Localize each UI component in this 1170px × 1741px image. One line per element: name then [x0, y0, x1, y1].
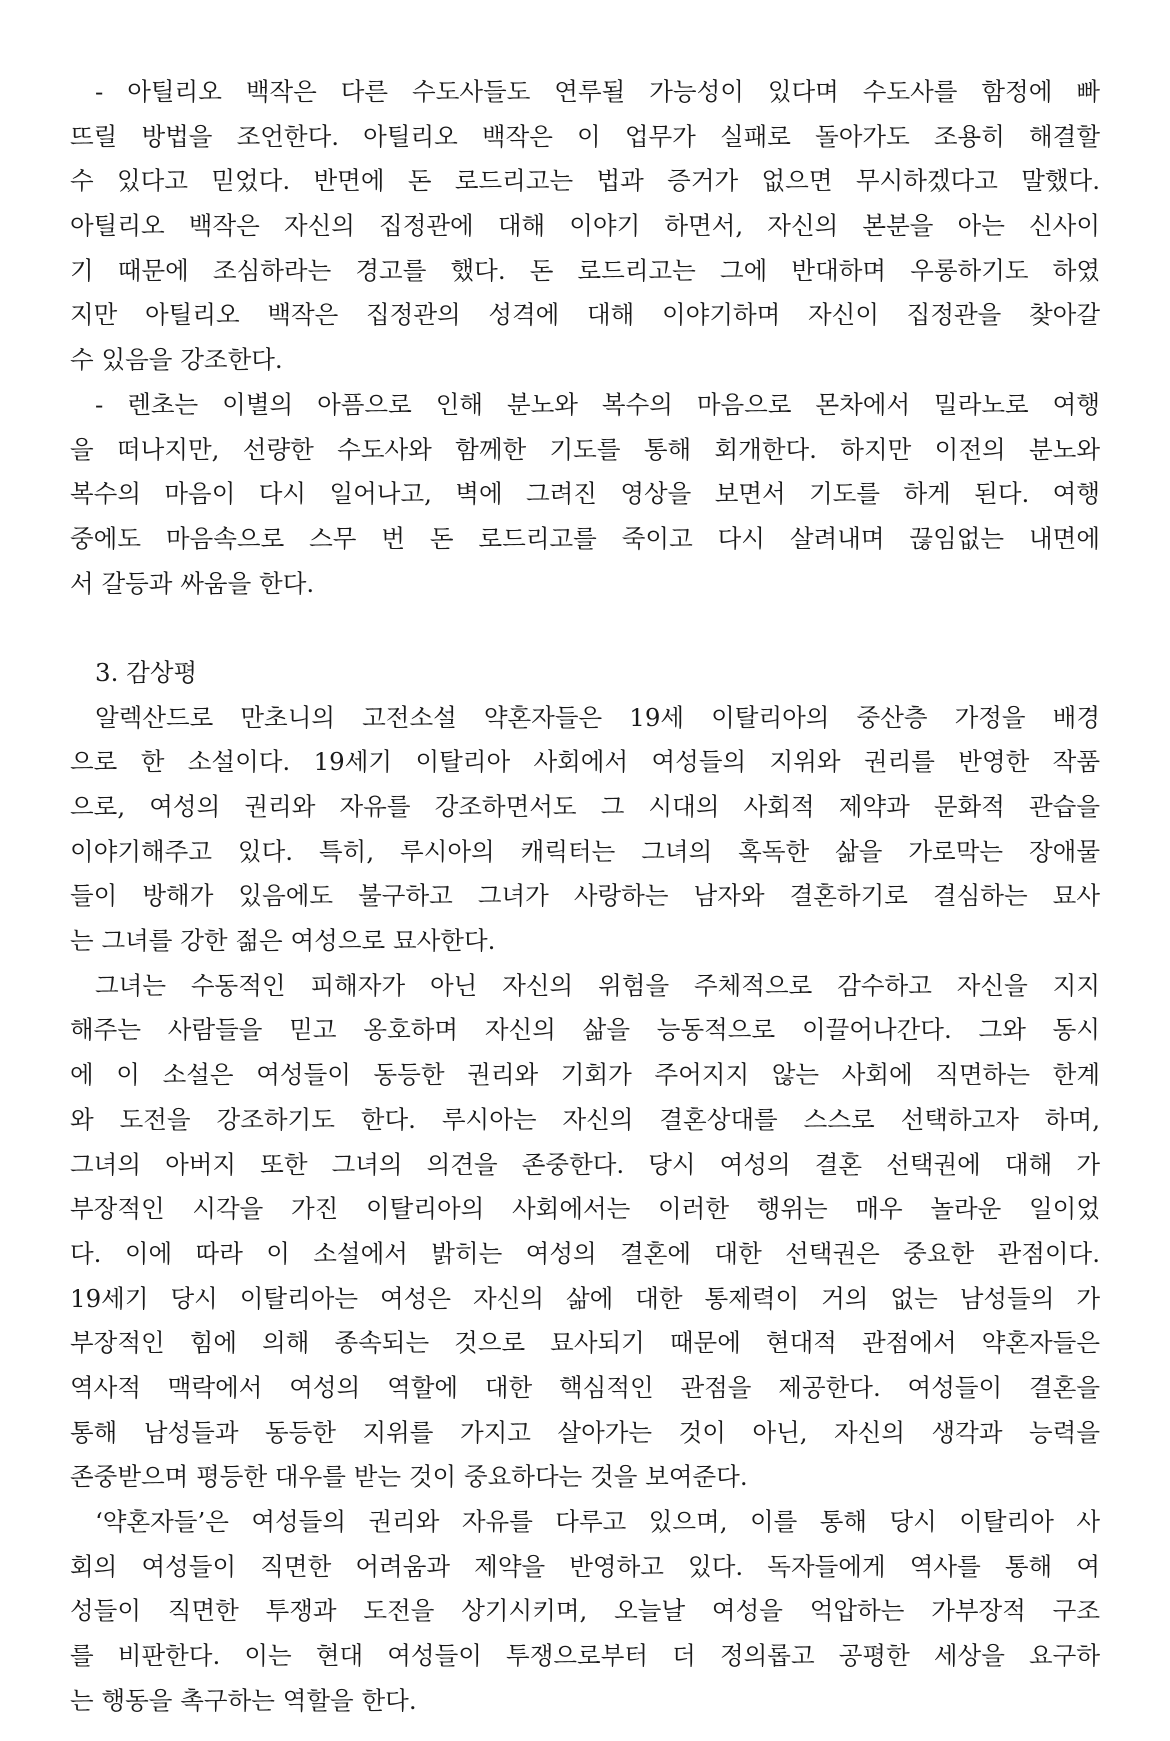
text-line: 역사적 맥락에서 여성의 역할에 대한 핵심적인 관점을 제공한다. 여성들이 결혼을 [70, 1372, 1100, 1402]
text-line: 는 그녀를 강한 젊은 여성으로 묘사한다. [70, 926, 496, 956]
text-line: - 아틸리오 백작은 다른 수도사들도 연루될 가능성이 있다며 수도사를 함정에 빠 [95, 77, 1100, 106]
text-line: 다. 이에 따라 이 소설에서 밝히는 여성의 결혼에 대한 선택권은 중요한 관점이다. [70, 1238, 1100, 1268]
text-line: 을 떠나지만, 선량한 수도사와 함께한 기도를 통해 회개한다. 하지만 이전의 분노와 [70, 434, 1100, 464]
text-line: 알렉산드로 만초니의 고전소설 약혼자들은 19세 이탈리아의 중산층 가정을 배경 [95, 702, 1100, 732]
text-line: 수 있다고 믿었다. 반면에 돈 로드리고는 법과 증거가 없으면 무시하겠다고 말했다. [70, 166, 1100, 196]
text-line: 중에도 마음속으로 스무 번 돈 로드리고를 죽이고 다시 살려내며 끊임없는 내면에 [70, 523, 1100, 553]
text-line: 서 갈등과 싸움을 한다. [70, 568, 315, 598]
text-line: 는 행동을 촉구하는 역할을 한다. [70, 1685, 417, 1715]
text-line: 통해 남성들과 동등한 지위를 가지고 살아가는 것이 아닌, 자신의 생각과 능력을 [70, 1417, 1100, 1447]
text-line: 존중받으며 평등한 대우를 받는 것이 중요하다는 것을 보여준다. [70, 1462, 748, 1492]
text-line: 복수의 마음이 다시 일어나고, 벽에 그려진 영상을 보면서 기도를 하게 된다. 여행 [70, 479, 1100, 509]
paragraph-renzo [70, 383, 1100, 606]
text-line: 19세기 당시 이탈리아는 여성은 자신의 삶에 대한 통제력이 거의 없는 남성들의 가 [70, 1283, 1100, 1313]
paragraph-review-intro [70, 696, 1100, 964]
text-line: 부장적인 힘에 의해 종속되는 것으로 묘사되기 때문에 현대적 관점에서 약혼자들은 [70, 1328, 1100, 1358]
text-line: 뜨릴 방법을 조언한다. 아틸리오 백작은 이 업무가 실패로 돌아가도 조용히 해결할 [70, 121, 1100, 151]
text-line: 에 이 소설은 여성들이 동등한 권리와 기회가 주어지지 않는 사회에 직면하는 한계 [70, 1060, 1100, 1090]
text-line: 으로, 여성의 권리와 자유를 강조하면서도 그 시대의 사회적 제약과 문화적 관습을 [70, 792, 1100, 821]
text-line: 이야기해주고 있다. 특히, 루시아의 캐릭터는 그녀의 혹독한 삶을 가로막는 장애물 [70, 836, 1100, 866]
paragraph-count-attilio [70, 70, 1100, 383]
text-line: 아틸리오 백작은 자신의 집정관에 대해 이야기 하면서, 자신의 본분을 아는 신사이 [70, 211, 1100, 241]
text-line: 그녀는 수동적인 피해자가 아닌 자신의 위험을 주체적으로 감수하고 자신을 지지 [95, 970, 1100, 1000]
text-line: 그녀의 아버지 또한 그녀의 의견을 존중한다. 당시 여성의 결혼 선택권에 대해 가 [70, 1149, 1100, 1179]
paragraph-review-conclusion [70, 1500, 1100, 1723]
text-line: 들이 방해가 있음에도 불구하고 그녀가 사랑하는 남자와 결혼하기로 결심하는 묘사 [70, 881, 1100, 911]
text-line: 해주는 사람들을 믿고 옹호하며 자신의 삶을 능동적으로 이끌어나간다. 그와 동시 [70, 1015, 1100, 1045]
section-heading: 3. 감상평 [95, 657, 198, 687]
section-spacer [70, 606, 1100, 651]
text-line: ‘약혼자들’은 여성들의 권리와 자유를 다루고 있으며, 이를 통해 당시 이탈리아 사 [95, 1507, 1100, 1536]
text-line: 부장적인 시각을 가진 이탈리아의 사회에서는 이러한 행위는 매우 놀라운 일이었 [70, 1194, 1100, 1224]
text-line: 으로 한 소설이다. 19세기 이탈리아 사회에서 여성들의 지위와 권리를 반영한 작품 [70, 747, 1100, 777]
text-line: 기 때문에 조심하라는 경고를 했다. 돈 로드리고는 그에 반대하며 우롱하기도 하였 [70, 255, 1100, 285]
paragraph-review-lucia [70, 964, 1100, 1500]
text-line: - 렌초는 이별의 아픔으로 인해 분노와 복수의 마음으로 몬차에서 밀라노로 여행 [95, 389, 1100, 419]
text-line: 수 있음을 강조한다. [70, 345, 283, 375]
text-line: 지만 아틸리오 백작은 집정관의 성격에 대해 이야기하며 자신이 집정관을 찾아갈 [70, 300, 1100, 330]
text-line: 를 비판한다. 이는 현대 여성들이 투쟁으로부터 더 정의롭고 공평한 세상을 요구하 [70, 1641, 1100, 1671]
text-line: 회의 여성들이 직면한 어려움과 제약을 반영하고 있다. 독자들에게 역사를 통해 여 [70, 1551, 1100, 1581]
document-page [70, 70, 1100, 1723]
text-line: 성들이 직면한 투쟁과 도전을 상기시키며, 오늘날 여성을 억압하는 가부장적 구조 [70, 1596, 1100, 1626]
text-line: 와 도전을 강조하기도 한다. 루시아는 자신의 결혼상대를 스스로 선택하고자 하며, [70, 1104, 1100, 1134]
